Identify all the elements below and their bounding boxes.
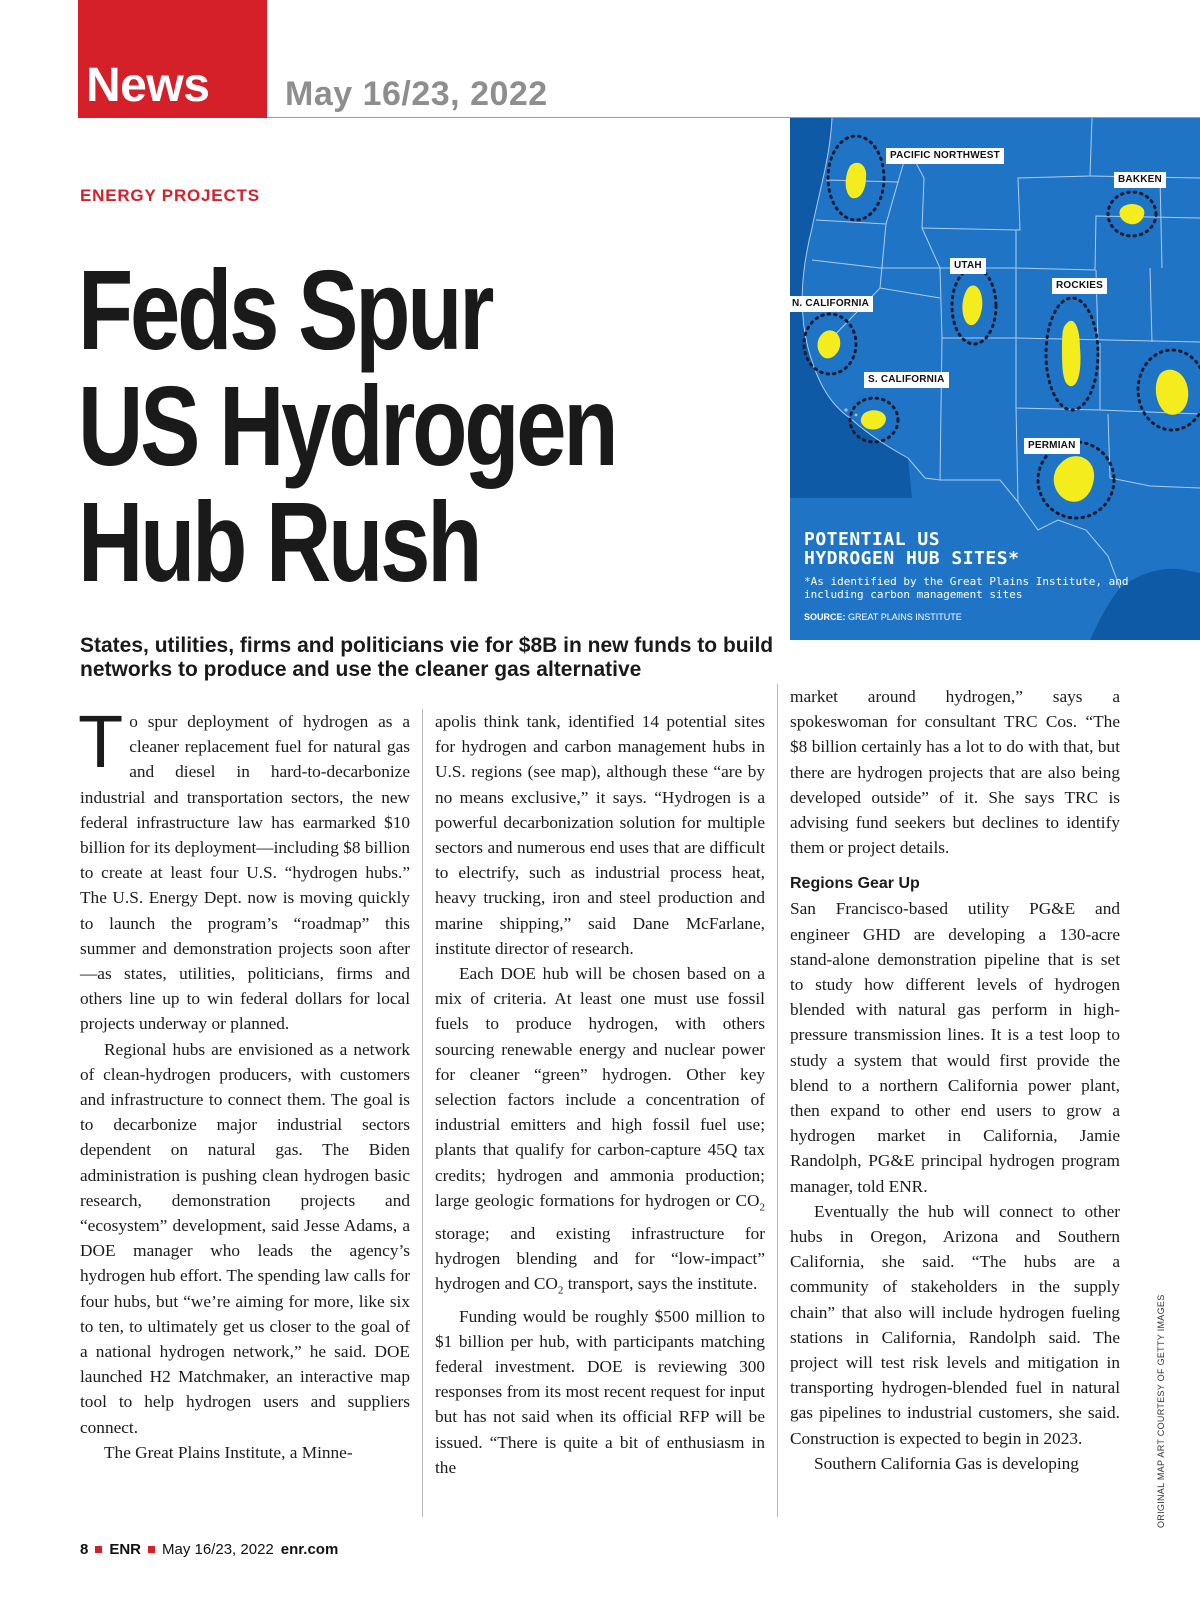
deck: States, utilities, firms and politicians vie for $8B in new funds to build networks to produce and use the cleaner gas alternative: [80, 634, 774, 681]
column-divider-2: [777, 684, 778, 1517]
website-link[interactable]: enr.com: [280, 1541, 339, 1558]
hub-pacific-northwest: [828, 136, 884, 220]
hub-rockies: [1046, 298, 1098, 410]
map-source-text: GREAT PLAINS INSTITUTE: [848, 612, 962, 622]
section-name: News: [86, 59, 210, 112]
paragraph: Southern California Gas is developing: [814, 1453, 1079, 1473]
column-divider-1: [422, 709, 423, 1517]
map-title-line-2: HYDROGEN HUB SITES*: [804, 548, 1020, 569]
hub-n-california: [804, 314, 856, 374]
hub-bakken: [1108, 192, 1156, 236]
headline: [78, 247, 630, 605]
paragraph: Each DOE hub will be chosen based on a mix of criteria. At least one must use fossil fuels to produce hydrogen, with others sourcing renewable energy and nuclear power for cleaner “green” hydrogen. Other key selection factors include a concentration of industrial emitters and high fossil fuel use; plants that qualify for carbon-capture 45Q tax credits; hydrogen and ammonia production; large geologic formations for hydrogen or $CO_2$ storage; and existing infrastructure for hydrogen blending and for “low-impact” hydrogen and $CO_2$ transport, says the institute.: [435, 964, 765, 1297]
publication-name: ENR: [109, 1541, 142, 1558]
headline-line-3: Hub Rush: [78, 479, 480, 605]
hub-utah: [952, 268, 996, 344]
body-column-3: [790, 684, 1120, 1476]
map-label-s-california: S. CALIFORNIA: [864, 372, 949, 388]
subhead: Regions Gear Up: [790, 875, 920, 893]
page-footer: [80, 1541, 338, 1558]
footer-bullet: [95, 1546, 102, 1553]
paragraph: Regional hubs are envisioned as a network of clean-hydrogen producers, with customers and infrastructure to connect them. The goal is to decarbonize major industrial sectors dependent on natural gas. The Biden administration is pushing clean hydrogen basic research, demonstration projects and “ecosystem” development, said Jesse Adams, a DOE manager who leads the agency’s hydrogen hub effort. The spending law calls for four hubs, but “we’re aiming for more, like six to ten, to ultimately get us closer to the goal of a national hydrogen network,” he said. DOE launched H2 Matchmaker, an interactive map tool to help hydrogen users and suppliers connect.: [80, 1039, 410, 1437]
paragraph: Funding would be roughly $500 million to $1 billion per hub, with participants matching federal investment. DOE is reviewing 300 responses from its most recent request for input but has not said when its official RFP will be issued. “There is quite a bit of enthusiasm in the: [435, 1306, 765, 1477]
paragraph: Eventually the hub will connect to other hubs in Oregon, Arizona and Southern California, she said. “The hubs are a community of stakeholders in the supply chain” that also will include hydrogen fueling stations in California, Randolph said. The project will test risk levels and mitigation in transporting hydrogen-blended fuel in natural gas pipelines to industrial customers, she said. Construction is expected to begin in 2023.: [790, 1201, 1120, 1448]
body-column-2: [435, 709, 765, 1480]
drop-cap: T: [78, 700, 124, 783]
headline-line-1: Feds Spur: [78, 247, 492, 373]
body-column-1: [78, 700, 410, 1465]
hub-east-partial: [1138, 350, 1200, 430]
map-label-pacific-northwest: PACIFIC NORTHWEST: [886, 148, 1004, 164]
photo-credit: ORIGINAL MAP ART COURTESY OF GETTY IMAGES: [1156, 1294, 1166, 1528]
map-label-utah: UTAH: [950, 258, 986, 274]
map-title: [804, 530, 1019, 568]
map-label-rockies: ROCKIES: [1052, 278, 1107, 294]
paragraph: San Francisco-based utility PG&E and engineer GHD are developing a 130-acre stand-alone demonstration pipeline that is set to study how different levels of hydrogen blended with natural gas perform in high-pressure transmission lines. It is a test loop to study a system that would first provide the blend to a northern California power plant, then expand to other end users to grow a hydrogen market in California, Jamie Randolph, PG&E principal hydrogen program manager, told ENR.: [790, 899, 1120, 1196]
map-footnote: [804, 575, 1129, 601]
paragraph: apolis think tank, identified 14 potential sites for hydrogen and carbon management hubs in U.S. regions (see map), although these “are by no means exclusive,” it says. “Hydrogen is a powerful decarbonization solution for multiple sectors and numerous end uses that are difficult to electrify, such as industrial process heat, heavy trucking, iron and steel production and marine shipping,” said Dane McFarlane, institute director of research.: [435, 712, 765, 958]
issue-date: May 16/23, 2022: [285, 75, 548, 113]
map-label-permian: PERMIAN: [1024, 438, 1080, 454]
map-source: [804, 612, 962, 622]
map-title-line-1: POTENTIAL US: [804, 529, 941, 550]
headline-line-2: US Hydrogen: [78, 363, 616, 489]
map-footnote-line-1: *As identified by the Great Plains Institute, and: [804, 575, 1129, 588]
map-source-label: SOURCE:: [804, 612, 846, 622]
map-label-bakken: BAKKEN: [1114, 172, 1166, 188]
page-number: 8: [80, 1541, 89, 1558]
paragraph: market around hydrogen,” says a spokeswoman for consultant TRC Cos. “The $8 billion certainly has a lot to do with that, but there are hydrogen projects that are also being developed outside” of it. She says TRC is advising fund seekers but declines to identify them or project details.: [790, 687, 1120, 858]
map-footnote-line-2: including carbon management sites: [804, 588, 1023, 601]
paragraph: The Great Plains Institute, a Minne-: [104, 1442, 353, 1462]
paragraph: To spur deployment of hydrogen as a cleaner replacement fuel for natural gas and diesel in hard-to-decarbonize industrial and transportation sectors, the new federal infrastructure law has earmarked $10 billion for its deployment—including $8 billion to create at least four U.S. “hydrogen hubs.” The U.S. Energy Dept. now is moving quickly to launch the program’s “roadmap” this summer and demonstration projects soon after—as states, utilities, politicians, firms and others line up to win federal dollars for local projects underway or planned.: [78, 700, 410, 1034]
kicker: ENERGY PROJECTS: [80, 186, 260, 205]
map-label-n-california: N. CALIFORNIA: [790, 296, 873, 312]
hub-s-california: [850, 398, 898, 442]
footer-bullet: [148, 1546, 155, 1553]
footer-date: May 16/23, 2022: [162, 1541, 274, 1558]
hub-map: [790, 118, 1200, 640]
